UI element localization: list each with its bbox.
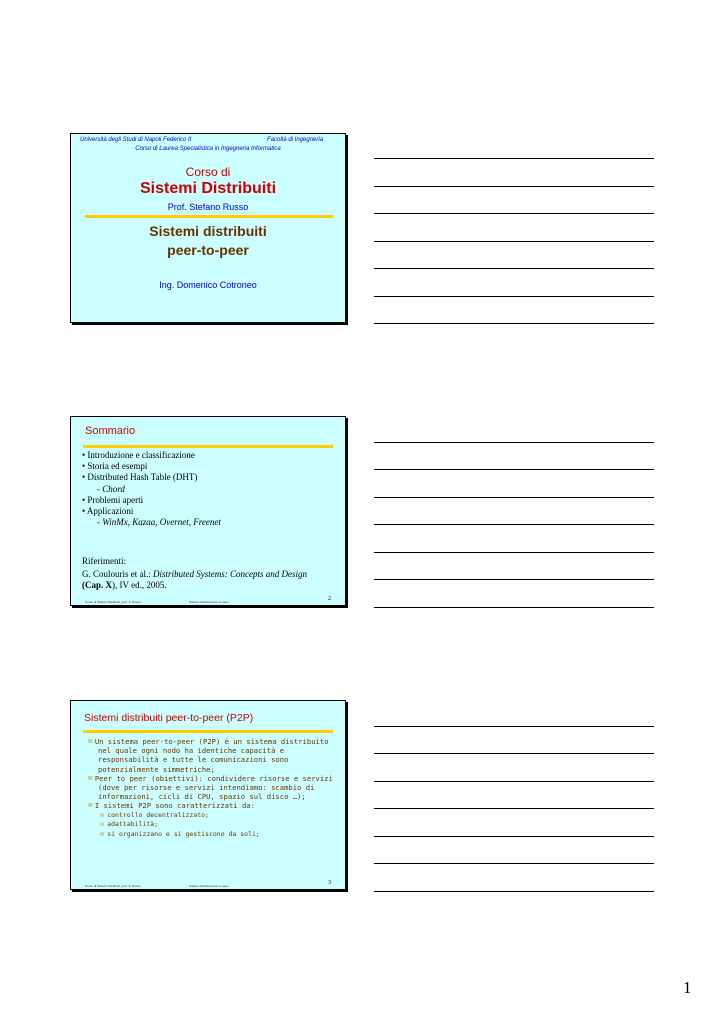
note-line xyxy=(374,323,654,324)
note-line xyxy=(374,579,654,580)
reference-chapter: (Cap. X xyxy=(82,579,113,590)
corso-di-label: Corso di xyxy=(185,165,231,179)
envelope-bullet-icon: ✉ xyxy=(100,829,105,838)
sheet-page-number: 1 xyxy=(683,978,692,997)
note-line xyxy=(374,607,654,608)
note-line xyxy=(374,158,654,159)
list-item: • Problemi aperti xyxy=(82,494,144,505)
list-item xyxy=(88,801,340,810)
footer-topic: Sistemi distribuiti peer-to-peer xyxy=(189,600,229,604)
course-line: Corso di Laurea Specialistica in Ingegneria Informatica xyxy=(135,146,281,152)
reference-author: G. Coulouris et al.: xyxy=(82,569,153,579)
slide-1 xyxy=(70,133,346,323)
note-line xyxy=(374,241,654,242)
reference-entry xyxy=(82,569,337,590)
list-item: • Distributed Hash Table (DHT) xyxy=(82,472,198,483)
note-line xyxy=(374,213,654,214)
list-subitem xyxy=(100,830,340,840)
note-line xyxy=(374,781,654,782)
author-name: Ing. Domenico Cotroneo xyxy=(159,280,257,290)
slide-2 xyxy=(70,416,346,606)
note-line xyxy=(374,836,654,837)
list-item: • Applicazioni xyxy=(82,506,134,517)
list-subitem-text: si organizzano e si gestiscono da soli; xyxy=(107,829,260,838)
list-item-text: Peer to peer (obiettivi): condividere risorse e servizi (dove per risorse e servizi intendiamo: scambio di informazioni, cicli di CPU, spazio sul disco …); xyxy=(94,773,333,802)
envelope-bullet-icon: ✉ xyxy=(100,810,105,819)
list-item: • Introduzione e classificazione xyxy=(82,450,195,460)
bullet-list xyxy=(88,737,340,839)
footer-topic: Sistemi distribuiti peer-to-peer xyxy=(189,884,229,888)
list-item: • Storia ed esempi xyxy=(82,461,148,472)
slide-title: Sistemi distribuiti peer-to-peer (P2P) xyxy=(84,712,254,724)
footer-course: Corso di Sistemi Distribuiti, prof. S. Russo xyxy=(85,600,141,604)
reference-edition: ), IV ed., 2005. xyxy=(112,579,167,590)
title-divider xyxy=(83,445,333,448)
slide-number: 3 xyxy=(328,880,331,886)
topic-line-1: Sistemi distribuiti xyxy=(149,223,267,239)
list-item-text: I sistemi P2P sono caratterizzati da: xyxy=(94,801,255,811)
note-line xyxy=(374,442,654,443)
note-line xyxy=(374,469,654,470)
envelope-bullet-icon: ✉ xyxy=(100,820,105,829)
command-bullet-icon: ⌘ xyxy=(88,801,93,811)
command-bullet-icon: ⌘ xyxy=(88,773,93,783)
note-line xyxy=(374,186,654,187)
list-subitem: - Chord xyxy=(97,483,125,494)
list-item xyxy=(88,774,340,802)
list-subitem xyxy=(100,820,340,830)
summary-list xyxy=(82,450,221,528)
professor-name: Prof. Stefano Russo xyxy=(167,202,249,212)
note-line xyxy=(374,808,654,809)
title-divider xyxy=(85,215,333,218)
note-line xyxy=(374,524,654,525)
university-name: Università degli Studi di Napoli Federico II xyxy=(80,137,192,143)
list-subitem-text: adattabilità; xyxy=(107,820,159,829)
faculty-name: Facoltà di Ingegneria xyxy=(267,137,324,143)
note-line xyxy=(374,296,654,297)
list-subitem-text: controllo decentralizzato; xyxy=(107,810,209,819)
list-item xyxy=(88,737,340,774)
note-line xyxy=(374,268,654,269)
topic-line-2: peer-to-peer xyxy=(167,242,249,258)
note-line xyxy=(374,497,654,498)
references-label: Riferimenti: xyxy=(82,556,126,566)
footer-course: Corso di Sistemi Distribuiti, prof. S. Russo xyxy=(85,884,141,888)
reference-book: Distributed Systems: Concepts and Design xyxy=(153,569,307,579)
course-title: Sistemi Distribuiti xyxy=(139,180,277,197)
slide-3 xyxy=(70,700,346,890)
note-line xyxy=(374,863,654,864)
sub-list xyxy=(88,811,340,840)
title-divider xyxy=(83,730,333,733)
list-item-text: Un sistema peer-to-peer (P2P) è un sistema distribuito nel quale ogni nodo ha identiche capacità e responsabilità e tutte le comunicazioni sono potenzialmente simmetriche; xyxy=(94,737,329,774)
list-subitem xyxy=(100,811,340,821)
note-line xyxy=(374,552,654,553)
slide-number: 2 xyxy=(328,596,331,602)
list-subitem: - WinMx, Kazaa, Overnet, Freenet xyxy=(97,517,221,528)
note-line xyxy=(374,891,654,892)
slide-title: Sommario xyxy=(85,425,136,437)
note-line xyxy=(374,753,654,754)
command-bullet-icon: ⌘ xyxy=(88,737,93,746)
note-line xyxy=(374,726,654,727)
